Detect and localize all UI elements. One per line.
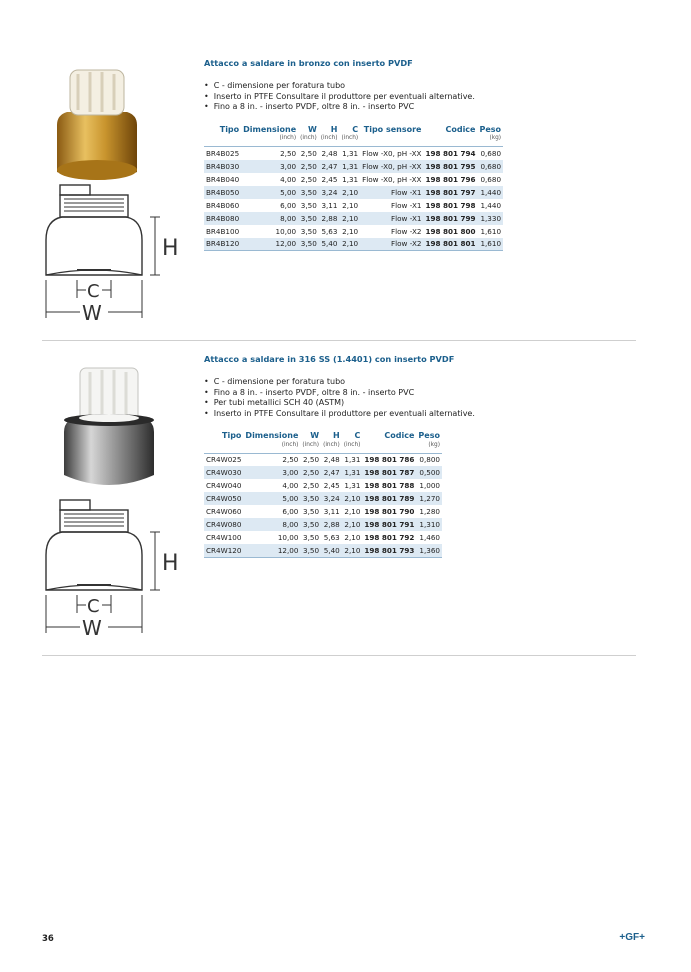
table-cell: 3,24: [319, 186, 340, 199]
unit-cell: [204, 134, 241, 147]
table-cell: 2,48: [321, 148, 338, 158]
table-cell: 198 801 795: [425, 161, 476, 171]
table-cell: 10,00: [277, 533, 299, 542]
table-cell: 198 801 791: [364, 520, 415, 529]
table-cell: CR4W040: [206, 481, 242, 490]
table-cell: CR4W120: [204, 544, 243, 557]
unit-cell: [360, 134, 423, 147]
table-row: [204, 505, 442, 518]
unit-cell: (inch): [339, 134, 360, 147]
table-cell: 1,31: [344, 481, 361, 490]
column-header: C: [352, 124, 359, 134]
unit-cell: (inch): [342, 440, 363, 453]
label-w: W: [82, 301, 102, 325]
table-cell: 3,50: [300, 544, 321, 557]
column-header: Dimensione: [243, 124, 297, 134]
table-cell: 0,800: [419, 455, 440, 465]
column-header: Tipo: [222, 431, 242, 440]
table-cell: 4,00: [280, 174, 297, 184]
table-cell: BR4B080: [206, 213, 240, 223]
table-cell: 2,47: [319, 160, 340, 173]
table-cell: Flow -X2: [360, 238, 423, 251]
table-cell: 2,47: [321, 466, 342, 479]
table-row: [204, 479, 442, 492]
table-cell: 3,00: [241, 160, 298, 173]
label-h: H: [162, 551, 179, 576]
feature-item: • C - dimensione per foratura tubo: [204, 377, 604, 388]
table-cell: 2,10: [342, 226, 359, 236]
table-row: [204, 466, 442, 479]
table-cell: 3,50: [300, 226, 317, 236]
table-cell: 1,31: [339, 160, 360, 173]
table-cell: 1,460: [419, 533, 440, 542]
table-cell: 198 801 788: [364, 481, 415, 490]
unit-cell: (inch): [298, 134, 319, 147]
unit-cell: (kg): [477, 134, 503, 147]
table-cell: 1,280: [419, 507, 440, 516]
table-cell: 3,50: [300, 492, 321, 505]
column-header: Codice: [445, 124, 476, 134]
table-cell: 2,10: [339, 212, 360, 225]
table-cell: 3,24: [321, 492, 342, 505]
units-row: [204, 440, 442, 453]
column-header: H: [333, 431, 340, 440]
table-cell: BR4B040: [206, 174, 240, 184]
bronze-fitting-photo: [42, 60, 192, 190]
table-row: [204, 212, 503, 225]
label-h: H: [162, 236, 179, 261]
table-row: [204, 173, 503, 186]
table-cell: 8,00: [241, 212, 298, 225]
column-header: Peso: [418, 431, 440, 440]
table-row: [204, 518, 442, 531]
column-header: Codice: [384, 431, 415, 440]
table-cell: 5,00: [241, 186, 298, 199]
table-row: [204, 186, 503, 199]
table-cell: 3,11: [321, 200, 338, 210]
table-cell: 12,00: [241, 238, 298, 251]
table-cell: 2,45: [323, 481, 340, 490]
table-cell: 2,45: [321, 174, 338, 184]
table-cell: 2,10: [339, 186, 360, 199]
table-cell: 6,00: [280, 200, 297, 210]
feature-list: [204, 81, 604, 113]
table-row: [204, 147, 503, 160]
section-title: Attacco a saldare in bronzo con inserto PVDF: [204, 58, 413, 68]
table-cell: 3,50: [298, 238, 319, 251]
table-cell: 2,10: [342, 200, 359, 210]
table-cell: 198 801 792: [364, 533, 415, 542]
unit-cell: [362, 440, 416, 453]
table-cell: Flow -X0, pH -XX: [362, 161, 422, 171]
table-cell: CR4W060: [206, 507, 242, 516]
table-cell: Flow -X0, pH -XX: [362, 174, 422, 184]
label-c: C: [87, 596, 100, 617]
unit-cell: [423, 134, 477, 147]
table-cell: 198 801 790: [364, 507, 415, 516]
table-cell: BR4B030: [206, 161, 240, 171]
table-row: [204, 544, 442, 557]
gf-logo: +GF+: [619, 932, 645, 943]
table-cell: 1,440: [480, 200, 502, 210]
column-header: C: [354, 431, 361, 440]
unit-cell: (kg): [416, 440, 442, 453]
table-cell: 1,31: [342, 174, 359, 184]
table-cell: 2,10: [339, 238, 360, 251]
spec-table: [204, 125, 503, 252]
table-cell: 8,00: [243, 518, 300, 531]
table-cell: 2,48: [323, 455, 340, 465]
table-cell: 3,50: [303, 533, 320, 542]
table-cell: 2,50: [282, 455, 299, 465]
table-cell: 0,500: [416, 466, 442, 479]
table-cell: 5,40: [321, 544, 342, 557]
unit-cell: [204, 440, 243, 453]
table-cell: 1,610: [480, 226, 502, 236]
table-cell: 1,270: [416, 492, 442, 505]
column-header: W: [307, 124, 317, 134]
table-cell: 3,00: [243, 466, 300, 479]
unit-cell: (inch): [319, 134, 340, 147]
table-cell: 2,10: [342, 492, 363, 505]
table-cell: 1,000: [419, 481, 440, 490]
feature-item: • Fino a 8 in. - inserto PVDF, oltre 8 in. - inserto PVC: [204, 102, 604, 113]
table-cell: 5,63: [321, 226, 338, 236]
label-c: C: [87, 281, 100, 302]
table-cell: 198 801 787: [364, 468, 415, 477]
unit-cell: (inch): [321, 440, 342, 453]
table-row: [204, 492, 442, 505]
table-cell: 0,680: [477, 160, 503, 173]
table-cell: 198 801 800: [425, 226, 476, 236]
table-cell: CR4W025: [206, 455, 242, 465]
unit-cell: (inch): [241, 134, 298, 147]
table-cell: 2,50: [303, 481, 320, 490]
table-cell: 0,680: [480, 148, 502, 158]
feature-item: • Inserto in PTFE Consultare il produttore per eventuali alternative.: [204, 92, 604, 103]
table-cell: 1,610: [477, 238, 503, 251]
label-w: W: [82, 616, 102, 640]
table-cell: 5,00: [243, 492, 300, 505]
column-header: Tipo sensore: [363, 124, 422, 134]
table-cell: 3,11: [323, 507, 340, 516]
table-cell: CR4W100: [206, 533, 242, 542]
table-row: [204, 199, 503, 212]
table-cell: 3,50: [298, 212, 319, 225]
table-cell: Flow -X2: [391, 226, 422, 236]
column-header: H: [330, 124, 338, 134]
table-cell: 2,88: [321, 518, 342, 531]
table-cell: 2,10: [344, 533, 361, 542]
table-cell: BR4B050: [206, 187, 240, 197]
table-cell: 2,10: [344, 507, 361, 516]
page-number: 36: [42, 934, 54, 944]
table-cell: BR4B060: [206, 200, 240, 210]
section-divider: [42, 655, 636, 656]
table-cell: 3,50: [300, 518, 321, 531]
table-cell: 2,50: [280, 148, 297, 158]
table-row: [204, 160, 503, 173]
table-cell: Flow -X0, pH -XX: [362, 148, 422, 158]
table-cell: 1,31: [342, 148, 359, 158]
table-cell: 2,50: [303, 455, 320, 465]
table-cell: 198 801 796: [425, 174, 476, 184]
table-cell: 2,50: [300, 148, 317, 158]
table-cell: CR4W030: [206, 468, 242, 477]
table-cell: 198 801 794: [425, 148, 476, 158]
dimension-diagram: [42, 180, 192, 330]
table-cell: 2,88: [319, 212, 340, 225]
table-cell: Flow -X1: [360, 212, 423, 225]
table-cell: 1,330: [477, 212, 503, 225]
table-cell: 1,360: [416, 544, 442, 557]
column-header: W: [310, 431, 320, 440]
table-header-row: [204, 125, 503, 134]
table-cell: 4,00: [282, 481, 299, 490]
feature-item: • Inserto in PTFE Consultare il produttore per eventuali alternative.: [204, 409, 604, 420]
feature-list: [204, 377, 604, 419]
unit-cell: (inch): [243, 440, 300, 453]
table-cell: 12,00: [243, 544, 300, 557]
table-cell: Flow -X1: [391, 200, 422, 210]
product-section-steel: [42, 340, 636, 656]
table-cell: 2,10: [342, 518, 363, 531]
table-cell: BR4B100: [206, 226, 240, 236]
table-cell: CR4W080: [206, 520, 242, 529]
table-row: [204, 531, 442, 544]
table-cell: 198 801 789: [364, 494, 415, 503]
table-cell: 2,50: [300, 466, 321, 479]
table-row: [204, 453, 442, 466]
table-header-row: [204, 431, 442, 440]
table-cell: 2,10: [342, 544, 363, 557]
table-cell: 1,310: [416, 518, 442, 531]
table-cell: 198 801 786: [364, 455, 415, 465]
table-cell: 2,50: [298, 160, 319, 173]
table-cell: 3,50: [300, 200, 317, 210]
table-cell: 198 801 799: [425, 213, 476, 223]
table-cell: Flow -X1: [360, 186, 423, 199]
table-cell: 10,00: [275, 226, 297, 236]
feature-item: • Fino a 8 in. - inserto PVDF, oltre 8 in. - inserto PVC: [204, 388, 604, 399]
table-cell: 1,31: [344, 455, 361, 465]
spec-table: [204, 431, 442, 558]
table-cell: 198 801 793: [362, 544, 416, 557]
table-cell: 2,50: [300, 174, 317, 184]
table-cell: CR4W050: [206, 494, 242, 503]
column-header: Tipo: [219, 124, 240, 134]
table-cell: 3,50: [298, 186, 319, 199]
table-row: [204, 225, 503, 238]
feature-item: • Per tubi metallici SCH 40 (ASTM): [204, 398, 604, 409]
table-cell: BR4B120: [204, 238, 241, 251]
unit-cell: (inch): [300, 440, 321, 453]
table-cell: 198 801 797: [425, 187, 476, 197]
table-cell: 5,40: [319, 238, 340, 251]
feature-item: • C - dimensione per foratura tubo: [204, 81, 604, 92]
table-cell: 1,440: [477, 186, 503, 199]
table-cell: 198 801 801: [423, 238, 477, 251]
table-cell: 1,31: [342, 466, 363, 479]
table-cell: 5,63: [323, 533, 340, 542]
product-section-bronze: [42, 40, 636, 340]
table-cell: 0,680: [480, 174, 502, 184]
steel-fitting-photo: [42, 360, 192, 500]
table-cell: BR4B025: [206, 148, 240, 158]
table-cell: 6,00: [282, 507, 299, 516]
table-cell: 198 801 798: [425, 200, 476, 210]
section-title: Attacco a saldare in 316 SS (1.4401) con inserto PVDF: [204, 354, 455, 364]
dimension-diagram: [42, 495, 192, 645]
column-header: Peso: [479, 124, 502, 134]
table-cell: 3,50: [303, 507, 320, 516]
table-row: [204, 238, 503, 251]
column-header: Dimensione: [245, 431, 299, 440]
units-row: [204, 134, 503, 147]
